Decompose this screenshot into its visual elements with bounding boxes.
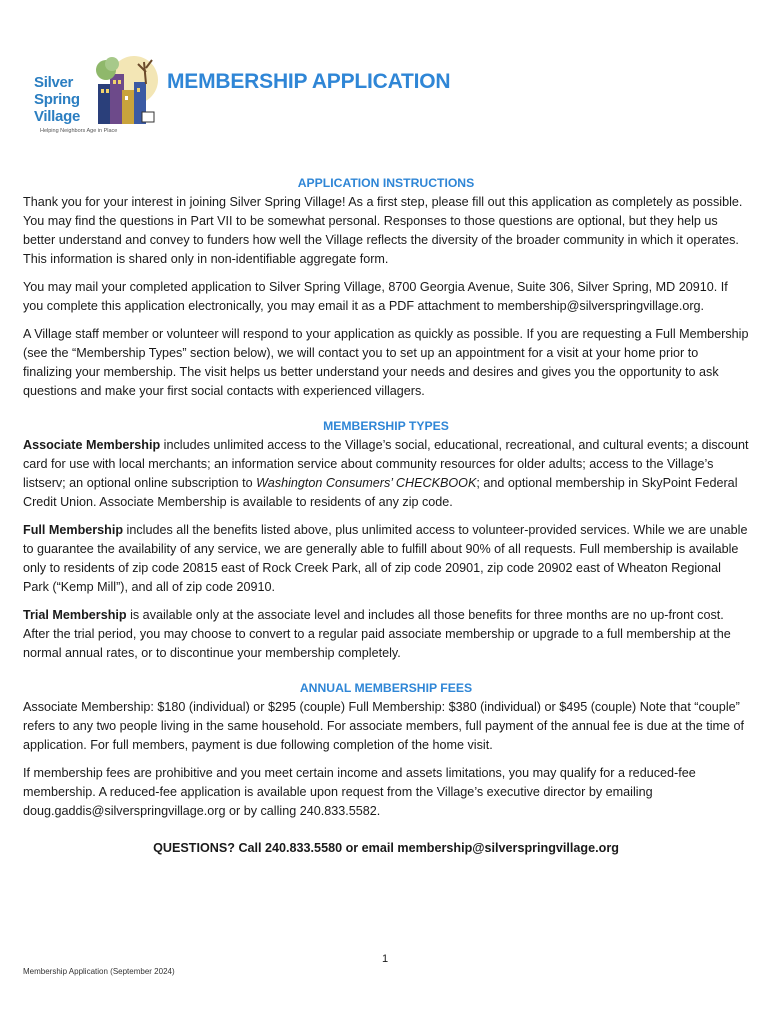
instructions-heading: APPLICATION INSTRUCTIONS bbox=[297, 176, 475, 190]
instructions-paragraph-3: A Village staff member or volunteer will respond to your application as quickly as possible. If you are requesting a Full Membership (see the “Membership Types” section below), we will contact you to set up an appointment for a visit at your home prior to finalizing your membership. The visit helps us better understand your needs and desires and gives you the opportunity to ask questions and make your first social contacts with experienced villagers. bbox=[23, 327, 749, 398]
associate-membership-paragraph bbox=[23, 436, 749, 512]
logo-line-spring: Spring bbox=[34, 91, 80, 108]
instructions-paragraph-1: Thank you for your interest in joining Silver Spring Village! As a first step, please fill out this application as completely as possible. You may find the questions in Part VII to be somewhat personal. Responses to those questions are optional, but they help us better understand and convey to funders how well the Village reflects the diversity of the broader community in which it operates. This information is shared only in non-identifiable aggregate form. bbox=[23, 195, 743, 266]
document-body bbox=[23, 174, 749, 858]
full-membership-paragraph bbox=[23, 521, 749, 597]
fees-paragraph-1: Associate Membership: $180 (individual) or $295 (couple) Full Membership: $380 (individual) or $495 (couple) Note that “couple” refers to any two people living in the same household. For associate members, full payment of the annual fee is due at the time of application. For full members, payment is due following completion of the home visit. bbox=[23, 700, 745, 752]
instructions-paragraph-2: You may mail your completed application to Silver Spring Village, 8700 Georgia Avenue, Suite 306, Silver Spring, MD 20910. If you complete this application electronically, you may email it as a PDF attachment to membership@silverspringvillage.org. bbox=[23, 280, 728, 313]
questions-contact-line: QUESTIONS? Call 240.833.5580 or email membership@silverspringvillage.org bbox=[153, 841, 619, 855]
full-membership-label: Full Membership bbox=[23, 523, 124, 537]
page-number: 1 bbox=[381, 953, 389, 965]
logo-line-village: Village bbox=[34, 108, 80, 125]
membership-types-heading: MEMBERSHIP TYPES bbox=[323, 419, 449, 433]
associate-membership-label: Associate Membership bbox=[23, 438, 161, 452]
trial-membership-text: is available only at the associate level and includes all those benefits for three months are no up-front cost. After the trial period, you may choose to convert to a regular paid associate membership or upgrade to a full membership at the normal annual rates, or to discontinue your membership completely. bbox=[23, 608, 731, 660]
associate-membership-text-a: includes unlimited access to the Village’s social, educational, recreational, and cultural events; a discount card for use with local merchants; an information service about community resources for older adults; access to the Village’s listserv; an optional online subscription to bbox=[23, 438, 749, 490]
logo-wordmark bbox=[34, 74, 80, 125]
full-membership-text: includes all the benefits listed above, plus unlimited access to volunteer-provided services. While we are unable to guarantee the availability of any service, we are generally able to fulfill about 90% of all requests. Full membership is available only to residents of zip code 20815 east of Rock Creek Park, all of zip code 20901, zip code 20902 east of Wheaton Regional Park (“Kemp Mill”), and all of zip code 20910. bbox=[23, 523, 748, 594]
fees-paragraph-2: If membership fees are prohibitive and you meet certain income and assets limitations, you may qualify for a reduced-fee membership. A reduced-fee application is available upon request from the Village’s executive director by emailing doug.gaddis@silverspringvillage.org or by calling 240.833.5582. bbox=[23, 766, 696, 818]
silver-spring-village-logo bbox=[30, 52, 160, 138]
logo-line-silver: Silver bbox=[34, 74, 74, 91]
village-buildings-logo-art bbox=[76, 54, 158, 126]
associate-membership-text-b: ; and optional membership in SkyPoint Federal Credit Union. Associate Membership is available to residents of any zip code. bbox=[23, 476, 738, 509]
page-title: MEMBERSHIP APPLICATION bbox=[167, 70, 451, 93]
fees-heading: ANNUAL MEMBERSHIP FEES bbox=[299, 681, 473, 695]
logo-tagline: Helping Neighbors Age in Place bbox=[40, 128, 118, 134]
page-footer: Membership Application (September 2024) bbox=[23, 967, 175, 976]
trial-membership-label: Trial Membership bbox=[23, 608, 127, 622]
checkbook-title: Washington Consumers’ CHECKBOOK bbox=[256, 476, 477, 490]
trial-membership-paragraph bbox=[23, 606, 749, 663]
